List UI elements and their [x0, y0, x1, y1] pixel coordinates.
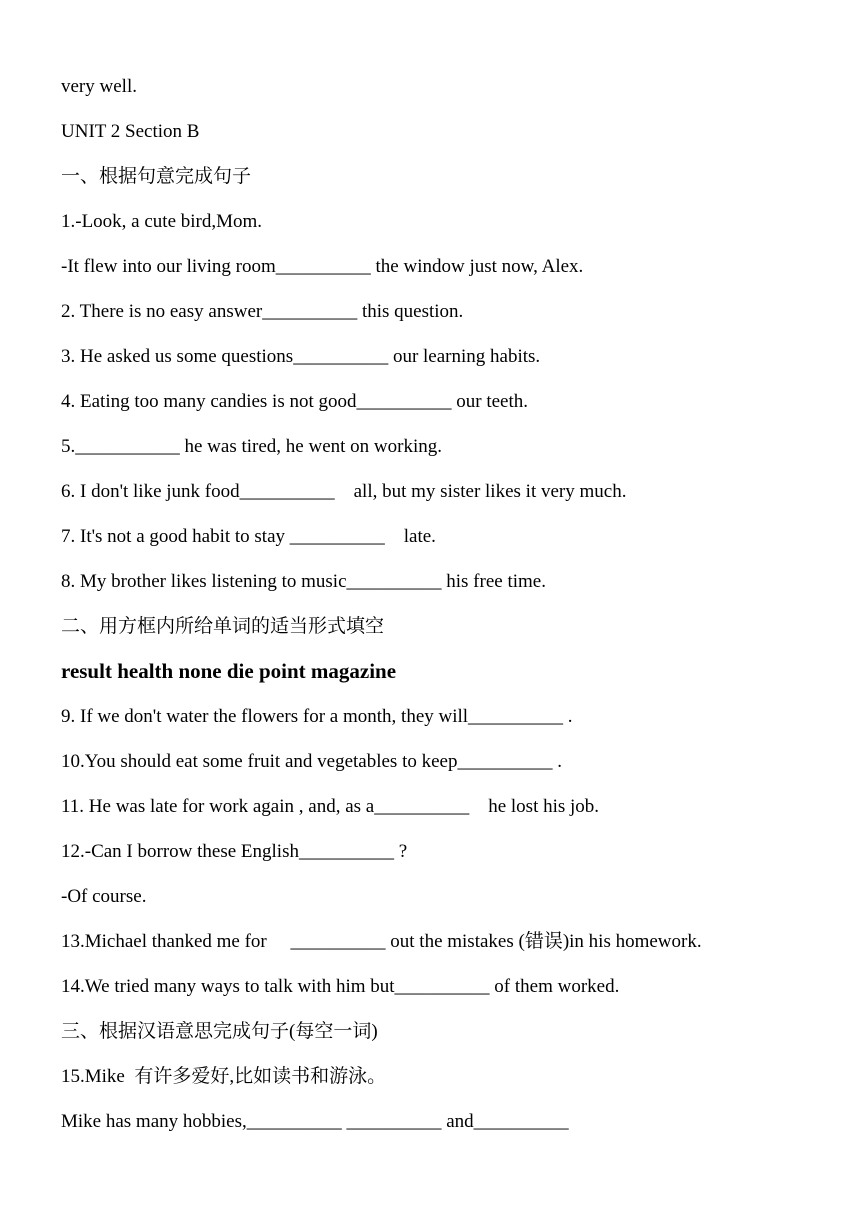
question-line: 7. It's not a good habit to stay __________ late. [61, 526, 436, 547]
question-line: 6. I don't like junk food__________ all, but my sister likes it very much. [61, 481, 627, 502]
question-line: 1.-Look, a cute bird,Mom. [61, 211, 263, 232]
question-line: 9. If we don't water the flowers for a month, they will__________ . [61, 706, 573, 727]
question-line: Mike has many hobbies,__________ __________ and__________ [61, 1111, 569, 1132]
question-line: 11. He was late for work again , and, as a__________ he lost his job. [61, 796, 600, 817]
question-line: 3. He asked us some questions__________ our learning habits. [61, 346, 541, 367]
question-line: 10.You should eat some fruit and vegetables to keep__________ . [61, 751, 562, 772]
question-line: 12.-Can I borrow these English__________ ? [61, 841, 408, 862]
question-line: -Of course. [61, 886, 147, 907]
question-line: 4. Eating too many candies is not good__________ our teeth. [61, 391, 529, 412]
part-heading: 三、根据汉语意思完成句子(每空一词) [61, 1021, 378, 1042]
question-line: 13.Michael thanked me for __________ out the mistakes (错误)in his homework. [61, 931, 702, 952]
question-line: -It flew into our living room__________ the window just now, Alex. [61, 256, 584, 277]
section-heading: UNIT 2 Section B [61, 121, 200, 142]
question-line: 14.We tried many ways to talk with him but__________ of them worked. [61, 976, 620, 997]
text-line: very well. [61, 76, 137, 97]
question-line: 5.___________ he was tired, he went on working. [61, 436, 442, 457]
part-heading: 一、根据句意完成句子 [61, 166, 252, 187]
question-line: 2. There is no easy answer__________ this question. [61, 301, 464, 322]
word-box: result health none die point magazine [61, 659, 397, 683]
part-heading: 二、用方框内所给单词的适当形式填空 [61, 616, 385, 637]
question-line: 15.Mike 有许多爱好,比如读书和游泳。 [61, 1066, 387, 1087]
question-line: 8. My brother likes listening to music__________ his free time. [61, 571, 546, 592]
